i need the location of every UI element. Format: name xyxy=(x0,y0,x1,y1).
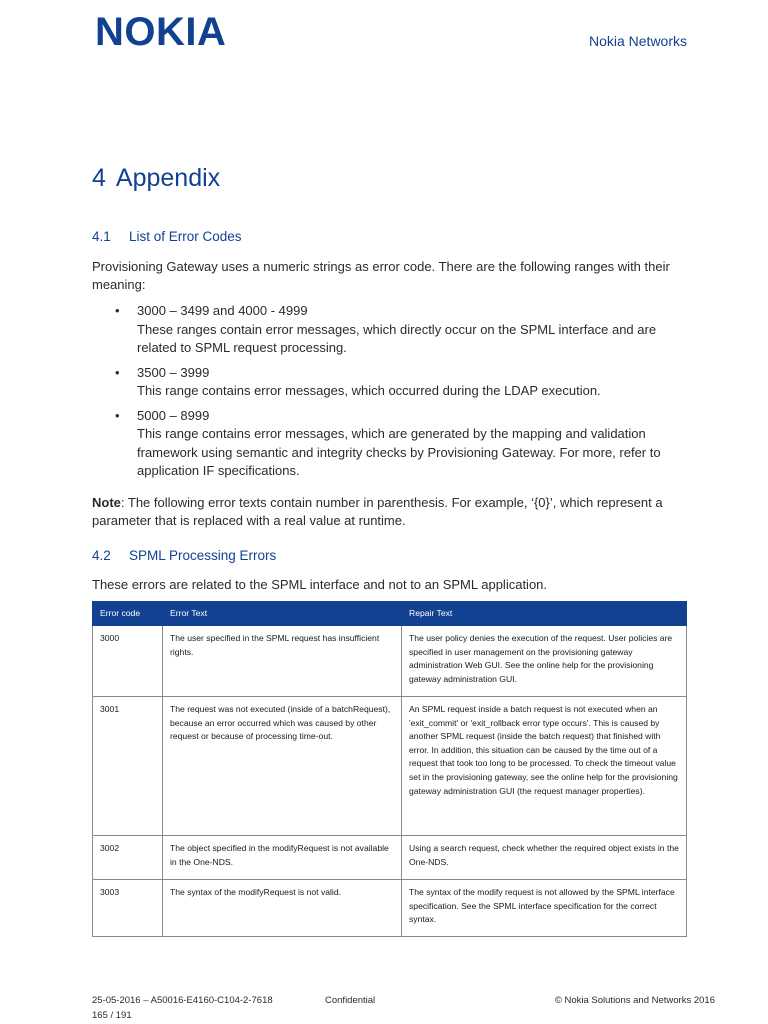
error-code-cell: 3001 xyxy=(93,697,163,836)
repair-text-cell: An SPML request inside a batch request is not executed when an 'exit_commit' or 'exit_rollback error type occurs'. This is caused by another SPML request (inside the batch request) that finished with error. In addition, this situation can be caused by the time out of a request that took too long to be processed. To check the timeout value set in the provisioning gateway, see the online help for the provisioning gateway administration GUI (the request manager properties). xyxy=(402,697,687,836)
range-description: These ranges contain error messages, which directly occur on the SPML interface and are related to SPML request processing. xyxy=(137,321,657,355)
nokia-logo: NOKIA xyxy=(95,10,227,54)
note-label: Note xyxy=(92,495,121,510)
table-row xyxy=(93,880,687,937)
section-heading xyxy=(92,164,220,193)
range-value: • 3500 – 3999 xyxy=(137,364,210,380)
company-name: Nokia Networks xyxy=(588,33,687,49)
footer-classification: Confidential xyxy=(325,995,376,1006)
note-text: : The following error texts contain number in parenthesis. For example, ‘{0}’, which represent a parameter that is replaced with a real value at runtime. xyxy=(92,495,663,528)
error-range-list xyxy=(115,302,695,487)
table-row xyxy=(93,697,687,836)
section-number: 4 xyxy=(92,164,106,192)
range-value: • 3000 – 3499 and 4000 - 4999 xyxy=(137,303,308,318)
subsection-number: 4.1 xyxy=(92,229,111,244)
list-item xyxy=(115,302,695,358)
repair-text-cell: The syntax of the modify request is not allowed by the SPML interface specification. See the SPML interface specification for the correct syntax. xyxy=(402,880,687,937)
spml-error-table xyxy=(92,601,687,937)
footer-doc-id: 25-05-2016 – A50016-E4160-C104-2-7618 xyxy=(92,995,273,1006)
column-header-error-text: Error Text xyxy=(163,602,402,626)
section-title: Appendix xyxy=(115,164,221,192)
table-header-row xyxy=(93,602,687,626)
error-text-cell: The object specified in the modifyRequest is not available in the One-NDS. xyxy=(163,836,402,880)
error-text-cell: The request was not executed (inside of a batchRequest), because an error occurred which was caused by other request or because of processing time-out. xyxy=(163,697,402,836)
subsection-number: 4.2 xyxy=(92,548,111,563)
subsection-heading-4-1 xyxy=(92,229,242,244)
list-item xyxy=(115,364,695,401)
list-item xyxy=(115,407,695,481)
error-text-cell: The user specified in the SPML request has insufficient rights. xyxy=(163,626,402,697)
error-code-cell: 3002 xyxy=(93,836,163,880)
error-code-cell: 3003 xyxy=(93,880,163,937)
footer-page-number: 165 / 191 xyxy=(92,1010,132,1021)
range-value: • 5000 – 8999 xyxy=(137,407,210,423)
footer-copyright: © Nokia Solutions and Networks 2016 xyxy=(554,995,715,1006)
note-paragraph xyxy=(92,494,692,530)
range-description: This range contains error messages, which are generated by the mapping and validation framework using semantic and integrity checks by Provisioning Gateway. For more, refer to application IF specifications. xyxy=(137,426,661,478)
spml-intro-paragraph: These errors are related to the SPML interface and not to an SPML application. xyxy=(92,577,548,592)
range-description: This range contains error messages, which occurred during the LDAP execution. xyxy=(137,383,601,398)
intro-paragraph: Provisioning Gateway uses a numeric strings as error code. There are the following ranges with their meaning: xyxy=(92,259,670,292)
error-text-cell: The syntax of the modifyRequest is not valid. xyxy=(163,880,402,937)
subsection-heading-4-2 xyxy=(92,548,276,563)
table-row xyxy=(93,626,687,697)
subsection-title: SPML Processing Errors xyxy=(129,548,277,563)
table-row xyxy=(93,836,687,880)
column-header-error-code: Error code xyxy=(93,602,163,626)
repair-text-cell: The user policy denies the execution of the request. User policies are specified in user management on the provisioning gateway administration Web GUI. See the online help for the provisioning gateway administration GUI. xyxy=(402,626,687,697)
error-code-cell: 3000 xyxy=(93,626,163,697)
column-header-repair-text: Repair Text xyxy=(402,602,687,626)
repair-text-cell: Using a search request, check whether the required object exists in the One-NDS. xyxy=(402,836,687,880)
subsection-title: List of Error Codes xyxy=(129,229,242,244)
